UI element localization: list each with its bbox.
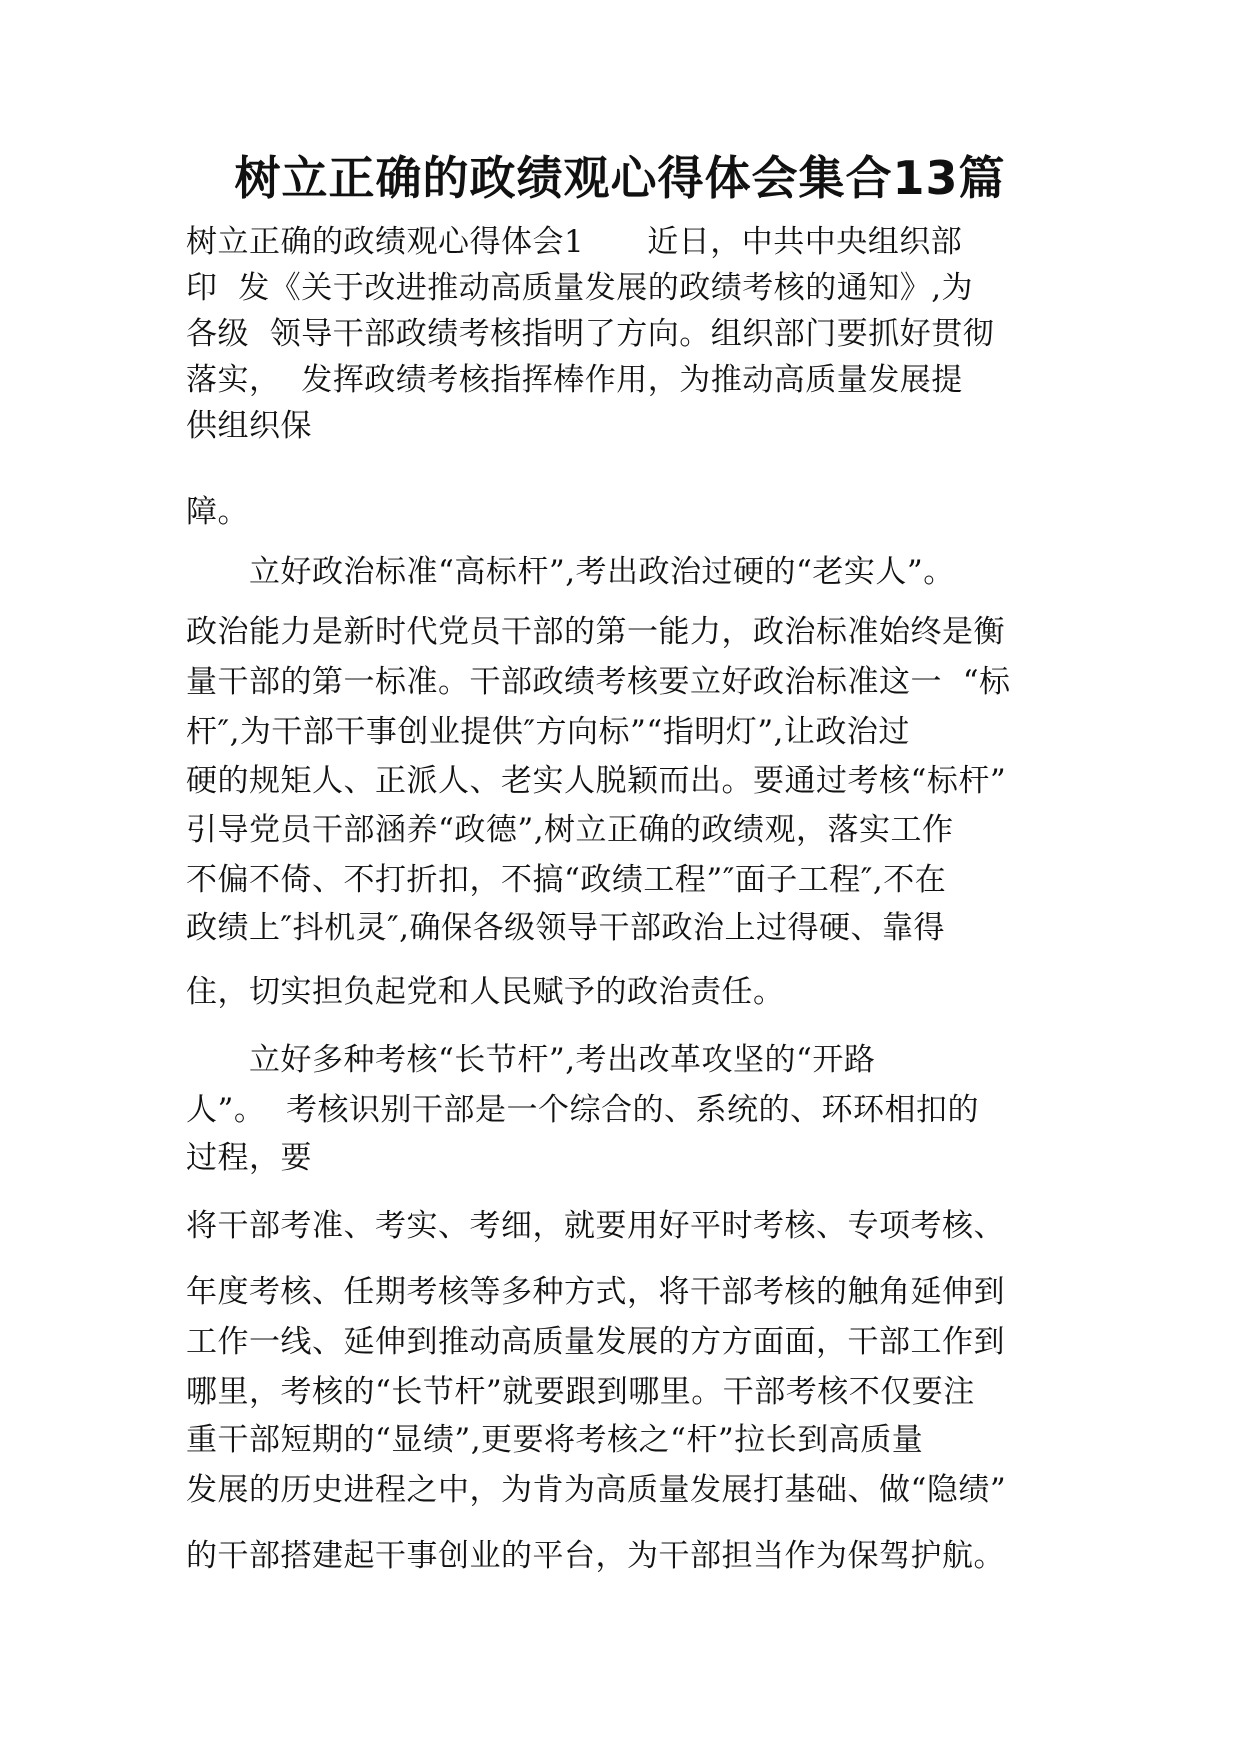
text-line: 发展的历史进程之中，为肯为高质量发展打基础、做“隐绩”	[186, 1472, 1007, 1508]
text-line: 住，切实担负起党和人民赋予的政治责任。	[186, 974, 785, 1010]
document-title: 树立正确的政绩观心得体会集合13篇	[234, 151, 1006, 205]
text-line: 人”。 考核识别干部是一个综合的、系统的、环环相扣的	[186, 1092, 980, 1128]
text-line: 重干部短期的“显绩”,更要将考核之“杆”拉长到高质量	[186, 1422, 924, 1458]
text-line: 过程，要	[186, 1140, 312, 1176]
text-line: 政绩上″抖机灵″,确保各级领导干部政治上过得硬、靠得	[186, 910, 946, 946]
text-line: 硬的规矩人、正派人、老实人脱颖而出。要通过考核“标杆”	[186, 763, 1007, 799]
text-line: 不偏不倚、不打折扣，不搞“政绩工程”″面子工程″,不在	[186, 862, 947, 898]
text-line: 年度考核、任期考核等多种方式，将干部考核的触角延伸到	[186, 1274, 1005, 1310]
text-line: 哪里，考核的“长节杆”就要跟到哪里。干部考核不仅要注	[186, 1374, 975, 1410]
text-line: 供组织保	[186, 408, 312, 444]
text-line: 工作一线、延伸到推动高质量发展的方方面面，干部工作到	[186, 1324, 1005, 1360]
text-line: 树立正确的政绩观心得体会1 近日，中共中央组织部	[186, 224, 963, 260]
text-line: 政治能力是新时代党员干部的第一能力，政治标准始终是衡	[186, 614, 1005, 650]
text-line: 印 发《关于改进推动高质量发展的政绩考核的通知》,为	[186, 270, 974, 306]
text-line: 引导党员干部涵养“政德”,树立正确的政绩观，落实工作	[186, 812, 954, 848]
text-line: 量干部的第一标准。干部政绩考核要立好政治标准这一 “标	[186, 664, 1011, 700]
text-line: 障。	[186, 494, 249, 530]
text-line: 落实， 发挥政绩考核指挥棒作用，为推动高质量发展提	[186, 362, 963, 398]
text-line: 立好政治标准“高标杆”,考出政治过硬的“老实人”。	[186, 554, 955, 590]
text-line: 杆″,为干部干事创业提供″方向标”“指明灯”,让政治过	[186, 714, 910, 750]
text-line: 立好多种考核“长节杆”,考出改革攻坚的“开路	[186, 1042, 876, 1078]
text-line: 将干部考准、考实、考细，就要用好平时考核、专项考核、	[186, 1208, 1005, 1244]
text-line: 各级 领导干部政绩考核指明了方向。组织部门要抓好贯彻	[186, 316, 995, 352]
text-line: 的干部搭建起干事创业的平台，为干部担当作为保驾护航。	[186, 1538, 1005, 1574]
